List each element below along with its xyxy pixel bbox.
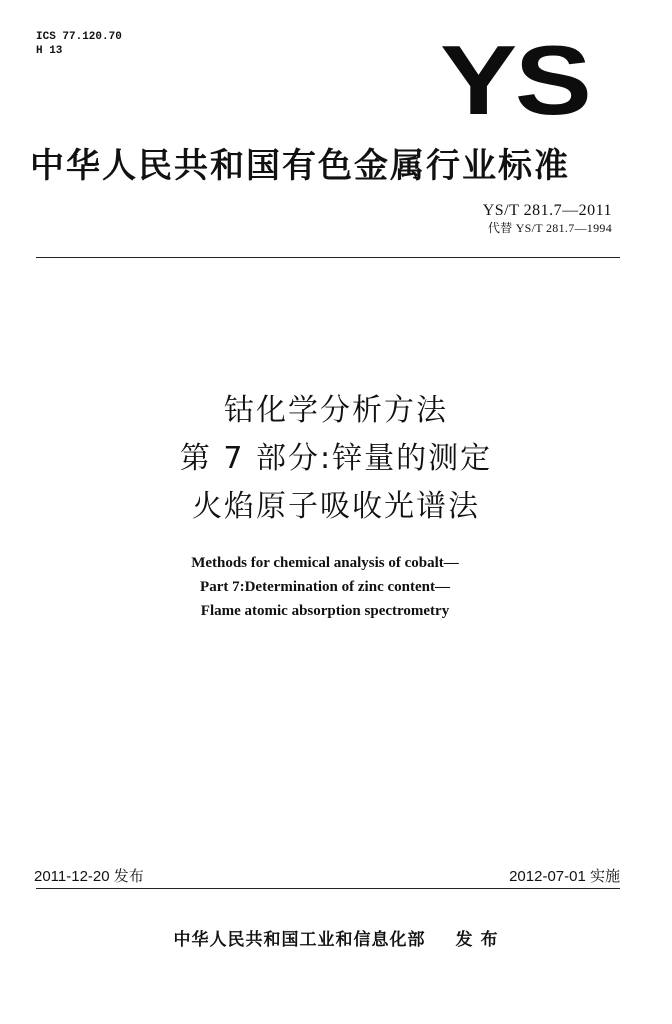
ys-logo: YS <box>440 25 590 135</box>
ics-number: ICS 77.120.70 <box>36 31 122 43</box>
ics-code-block <box>36 30 122 58</box>
bottom-divider <box>36 888 620 889</box>
issuer-line <box>0 925 672 950</box>
issue-date: 2011-12-20 发布 <box>34 868 144 885</box>
standard-code-block <box>483 201 612 235</box>
issue-label: 发 布 <box>455 930 499 950</box>
cn-title-line-2: 第 7 部分:锌量的测定 <box>179 441 493 476</box>
replaces-code: 代替 YS/T 281.7—1994 <box>487 221 612 235</box>
cn-title-line-1: 钴化学分析方法 <box>224 393 448 428</box>
top-divider <box>36 257 620 258</box>
issuer-name: 中华人民共和国工业和信息化部 <box>173 930 426 950</box>
en-title-line-2: Part 7:Determination of zinc content— <box>200 579 450 595</box>
implement-date: 2012-07-01 实施 <box>509 868 620 885</box>
en-title-line-1: Methods for chemical analysis of cobalt— <box>191 555 459 571</box>
standard-code: YS/T 281.7—2011 <box>482 202 612 219</box>
cn-title-line-3: 火焰原子吸收光谱法 <box>192 489 480 524</box>
standard-title: 中华人民共和国有色金属行业标准 <box>30 146 570 186</box>
en-title-line-3: Flame atomic absorption spectrometry <box>200 603 450 619</box>
classification-code: H 13 <box>36 45 63 57</box>
